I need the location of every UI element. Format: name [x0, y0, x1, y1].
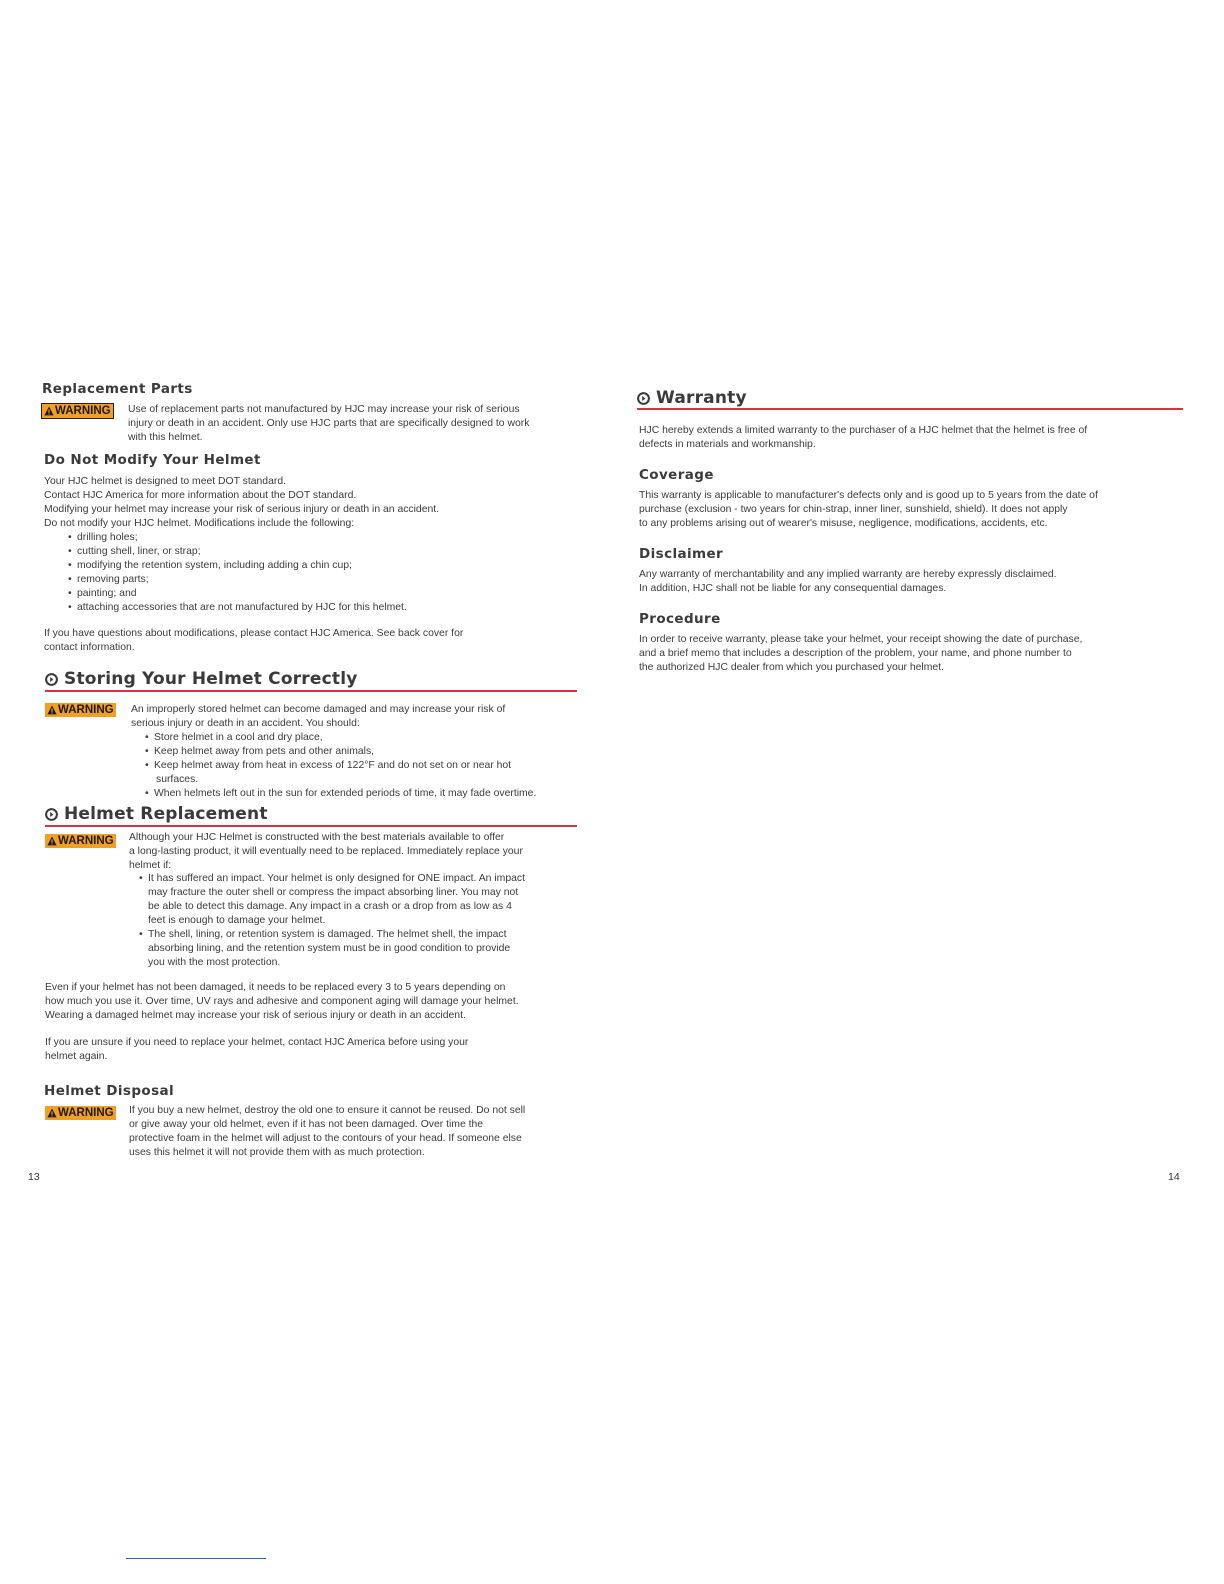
text-line: • It has suffered an impact. Your helmet is only designed for ONE impact. An impact: [148, 873, 525, 884]
disposal-warning-badge: [45, 1106, 116, 1120]
replacement-parts-warning-badge: [41, 403, 114, 419]
text-line: An improperly stored helmet can become damaged and may increase your risk of: [131, 704, 506, 715]
helmet-disposal-heading: Helmet Disposal: [44, 1083, 175, 1099]
storing-heading: [45, 669, 358, 689]
disclaimer-text: [639, 568, 1057, 596]
list-item: • drilling holes;: [77, 531, 407, 545]
text-line: or give away your old helmet, even if it has not been damaged. Over time the: [129, 1119, 484, 1130]
text-line: HJC hereby extends a limited warranty to the purchaser of a HJC helmet that the helmet is free of: [639, 425, 1088, 436]
warning-triangle-icon: [44, 406, 54, 416]
storing-heading-text: Storing Your Helmet Correctly: [64, 669, 358, 689]
text-line: Although your HJC Helmet is constructed with the best materials available to offer: [129, 832, 505, 843]
text-line: Wearing a damaged helmet may increase your risk of serious injury or death in an accident.: [45, 1010, 466, 1021]
list-item: • modifying the retention system, including adding a chin cup;: [77, 559, 407, 573]
text-line: may fracture the outer shell or compress the impact absorbing liner. You may not: [148, 887, 519, 898]
storing-warning-badge: [45, 703, 116, 717]
warning-triangle-icon: [47, 705, 57, 715]
page-number: 14: [1168, 1171, 1180, 1183]
page-number: 13: [28, 1171, 40, 1183]
warning-triangle-icon: [47, 836, 57, 846]
replacement-interval-text: [45, 981, 519, 1023]
list-item: • Keep helmet away from pets and other animals,: [154, 745, 511, 759]
replacement-intro-text: [129, 831, 523, 873]
bottom-rule: [126, 1558, 266, 1559]
replacement-list: [148, 872, 525, 970]
storing-list: [154, 731, 511, 773]
list-item: [148, 928, 525, 970]
text-line: purchase (exclusion - two years for chin-strap, inner liner, sunshield, shield). It does not apply: [639, 504, 1068, 515]
text-line: defects in materials and workmanship.: [639, 439, 816, 450]
text-line: If you buy a new helmet, destroy the old one to ensure it cannot be reused. Do not sell: [129, 1105, 526, 1116]
circle-arrow-icon: [45, 808, 58, 821]
text-line: the authorized HJC dealer from which you purchased your helmet.: [639, 662, 944, 673]
text-line: and a brief memo that includes a description of the problem, your name, and phone number to: [639, 648, 1072, 659]
section-divider: [45, 690, 577, 692]
disposal-text: [129, 1104, 525, 1160]
section-divider: [45, 825, 577, 827]
disclaimer-heading: Disclaimer: [639, 546, 724, 562]
text-line: If you are unsure if you need to replace your helmet, contact HJC America before using your: [45, 1037, 469, 1048]
text-line: to any problems arising out of wearer's misuse, negligence, modifications, accidents, etc.: [639, 518, 1048, 529]
text-line: Even if your helmet has not been damaged, it needs to be replaced every 3 to 5 years depending on: [45, 982, 506, 993]
text-line: how much you use it. Over time, UV rays and adhesive and component aging will damage your helmet.: [45, 996, 519, 1007]
text-line: Your HJC helmet is designed to meet DOT standard.: [44, 476, 286, 487]
text-line: contact information.: [44, 642, 135, 653]
circle-arrow-icon: [637, 392, 650, 405]
text-line: Any warranty of merchantability and any implied warranty are hereby expressly disclaimed.: [639, 569, 1057, 580]
replacement-parts-text: [128, 403, 529, 445]
section-divider: [637, 408, 1183, 410]
storing-list-tail: [154, 787, 536, 801]
text-line: be able to detect this damage. Any impact in a crash or a drop from as low as 4: [148, 901, 512, 912]
text-line: absorbing lining, and the retention system must be in good condition to provide: [148, 943, 511, 954]
procedure-heading: Procedure: [639, 611, 721, 627]
helmet-replacement-heading-text: Helmet Replacement: [64, 804, 268, 824]
text-line: serious injury or death in an accident. You should:: [131, 718, 360, 729]
list-item: [148, 872, 525, 928]
text-line: injury or death in an accident. Only use HJC parts that are specifically designed to work: [128, 418, 530, 429]
list-item: • When helmets left out in the sun for extended periods of time, it may fade overtime.: [154, 787, 536, 801]
replacement-unsure-text: [45, 1036, 468, 1064]
text-line: If you have questions about modifications, please contact HJC America. See back cover for: [44, 628, 464, 639]
warranty-text: [639, 424, 1087, 452]
text-line: In order to receive warranty, please take your helmet, your receipt showing the date of purchase,: [639, 634, 1083, 645]
text-line: Do not modify your HJC helmet. Modifications include the following:: [44, 518, 355, 529]
warranty-heading: [637, 388, 747, 408]
text-line: feet is enough to damage your helmet.: [148, 915, 326, 926]
circle-arrow-icon: [45, 673, 58, 686]
list-item: • painting; and: [77, 587, 407, 601]
text-line: a long-lasting product, it will eventually need to be replaced. Immediately replace your: [129, 846, 523, 857]
do-not-modify-heading: Do Not Modify Your Helmet: [44, 452, 261, 468]
text-line: This warranty is applicable to manufacturer's defects only and is good up to 5 years from the date of: [639, 490, 1098, 501]
coverage-heading: Coverage: [639, 467, 714, 483]
text-line: In addition, HJC shall not be liable for any consequential damages.: [639, 583, 947, 594]
text-line: protective foam in the helmet will adjust to the contours of your head. If someone else: [129, 1133, 522, 1144]
list-item: • attaching accessories that are not manufactured by HJC for this helmet.: [77, 601, 407, 615]
helmet-replacement-heading: [45, 804, 268, 824]
list-item: • Keep helmet away from heat in excess of 122°F and do not set on or near hot: [154, 759, 511, 773]
text-line: Use of replacement parts not manufactured by HJC may increase your risk of serious: [128, 404, 520, 415]
storing-text: [131, 703, 505, 731]
replacement-warning-badge: [45, 834, 116, 848]
text-line: helmet if:: [129, 860, 172, 871]
storing-list-continuation: surfaces.: [156, 774, 199, 785]
text-line: Modifying your helmet may increase your risk of serious injury or death in an accident.: [44, 504, 440, 515]
text-line: helmet again.: [45, 1051, 108, 1062]
right-page: [612, 0, 1224, 1584]
modifications-list: [77, 531, 407, 615]
replacement-parts-heading: Replacement Parts: [42, 381, 193, 397]
text-line: you with the most protection.: [148, 957, 281, 968]
text-line: uses this helmet it will not provide them with as much protection.: [129, 1147, 425, 1158]
text-line: Contact HJC America for more information about the DOT standard.: [44, 490, 357, 501]
list-item: • cutting shell, liner, or strap;: [77, 545, 407, 559]
warning-label: WARNING: [55, 405, 111, 417]
text-line: with this helmet.: [128, 432, 203, 443]
list-item: • Store helmet in a cool and dry place,: [154, 731, 511, 745]
procedure-text: [639, 633, 1082, 675]
warning-label: WARNING: [58, 704, 114, 716]
modifications-contact-text: [44, 627, 463, 655]
do-not-modify-text: [44, 475, 439, 531]
list-item: • removing parts;: [77, 573, 407, 587]
warning-label: WARNING: [58, 835, 114, 847]
text-line: • The shell, lining, or retention system is damaged. The helmet shell, the impact: [148, 929, 507, 940]
warranty-heading-text: Warranty: [656, 388, 747, 408]
coverage-text: [639, 489, 1098, 531]
warning-triangle-icon: [47, 1108, 57, 1118]
warning-label: WARNING: [58, 1107, 114, 1119]
